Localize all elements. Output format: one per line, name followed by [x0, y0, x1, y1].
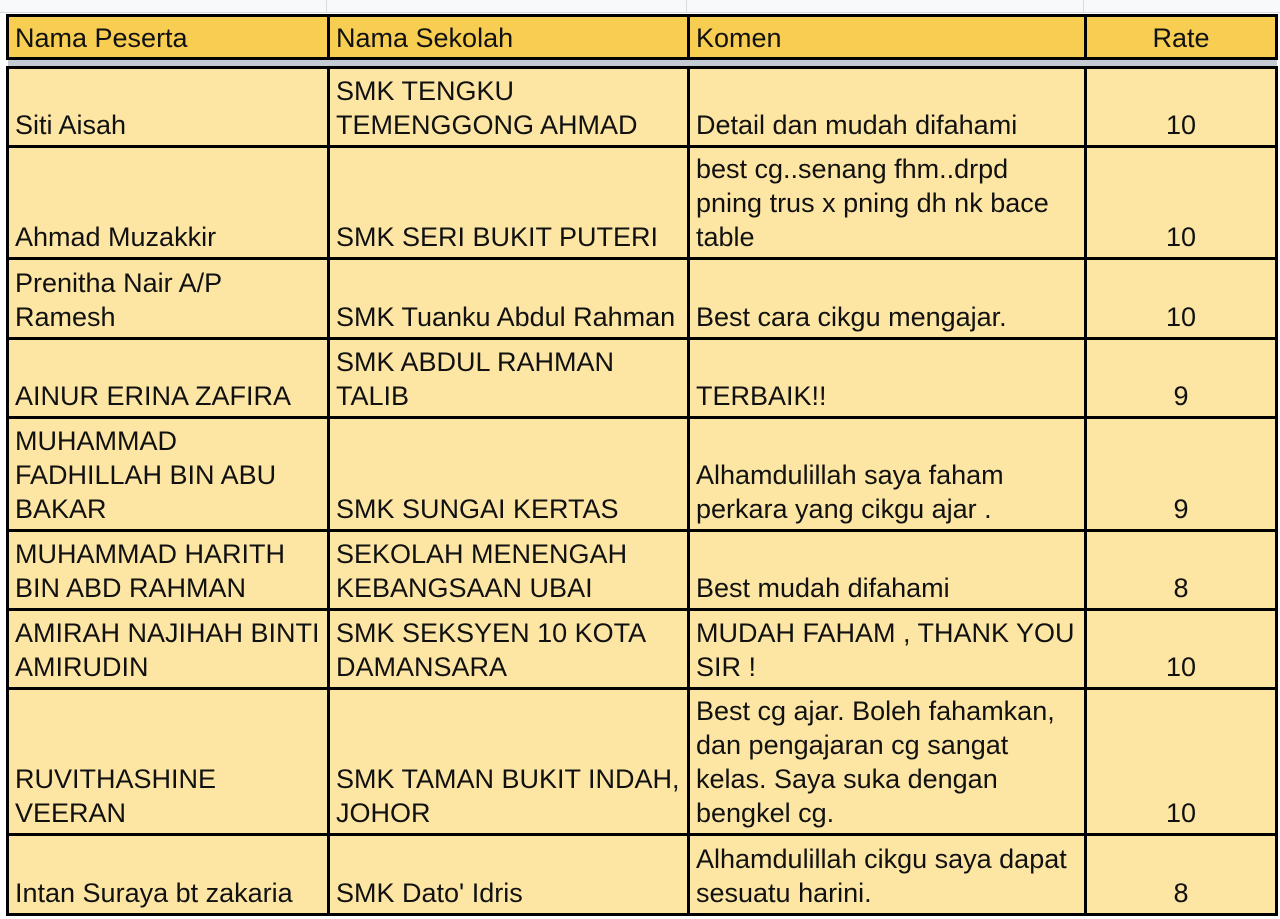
- table-row: [8, 259, 1277, 339]
- table-row: [8, 147, 1277, 259]
- table-row: [8, 339, 1277, 418]
- cell-nama-sekolah[interactable]: SMK SEKSYEN 10 KOTA DAMANSARA: [329, 610, 689, 689]
- cell-rate[interactable]: 10: [1086, 610, 1277, 689]
- cell-nama-peserta[interactable]: MUHAMMAD HARITH BIN ABD RAHMAN: [8, 531, 329, 610]
- cell-rate[interactable]: 9: [1086, 339, 1277, 418]
- column-divider: [326, 0, 327, 12]
- cell-rate[interactable]: 9: [1086, 418, 1277, 531]
- table-row: [8, 689, 1277, 835]
- freeze-line: [8, 59, 1277, 68]
- cell-rate[interactable]: 10: [1086, 689, 1277, 835]
- cell-rate[interactable]: 10: [1086, 259, 1277, 339]
- cell-komen[interactable]: Detail dan mudah difahami: [689, 68, 1086, 147]
- cell-nama-peserta[interactable]: RUVITHASHINE VEERAN: [8, 689, 329, 835]
- column-divider: [1083, 0, 1084, 12]
- header-cell-rate[interactable]: Rate: [1086, 16, 1277, 59]
- header-cell-komen[interactable]: Komen: [689, 16, 1086, 59]
- cell-nama-peserta[interactable]: AMIRAH NAJIHAH BINTI AMIRUDIN: [8, 610, 329, 689]
- header-cell-nama-sekolah[interactable]: Nama Sekolah: [329, 16, 689, 59]
- cell-nama-peserta[interactable]: AINUR ERINA ZAFIRA: [8, 339, 329, 418]
- cell-komen[interactable]: Best cg ajar. Boleh fahamkan, dan pengajaran cg sangat kelas. Saya suka dengan bengkel cg.: [689, 689, 1086, 835]
- table-row: [8, 531, 1277, 610]
- cell-rate[interactable]: 10: [1086, 68, 1277, 147]
- cell-rate[interactable]: 10: [1086, 147, 1277, 259]
- cell-rate[interactable]: 8: [1086, 835, 1277, 915]
- column-header-strip: [0, 0, 1280, 13]
- column-divider: [686, 0, 687, 12]
- cell-nama-sekolah[interactable]: SMK Dato' Idris: [329, 835, 689, 915]
- cell-komen[interactable]: MUDAH FAHAM , THANK YOU SIR !: [689, 610, 1086, 689]
- cell-komen[interactable]: Best mudah difahami: [689, 531, 1086, 610]
- cell-komen[interactable]: Best cara cikgu mengajar.: [689, 259, 1086, 339]
- cell-nama-peserta[interactable]: Ahmad Muzakkir: [8, 147, 329, 259]
- cell-nama-sekolah[interactable]: SEKOLAH MENENGAH KEBANGSAAN UBAI: [329, 531, 689, 610]
- cell-komen[interactable]: best cg..senang fhm..drpd pning trus x pning dh nk bace table: [689, 147, 1086, 259]
- cell-nama-sekolah[interactable]: SMK TAMAN BUKIT INDAH, JOHOR: [329, 689, 689, 835]
- cell-komen[interactable]: TERBAIK!!: [689, 339, 1086, 418]
- cell-nama-sekolah[interactable]: SMK SUNGAI KERTAS: [329, 418, 689, 531]
- cell-nama-sekolah[interactable]: SMK TENGKU TEMENGGONG AHMAD: [329, 68, 689, 147]
- table-row: [8, 418, 1277, 531]
- cell-nama-peserta[interactable]: MUHAMMAD FADHILLAH BIN ABU BAKAR: [8, 418, 329, 531]
- table-row: [8, 610, 1277, 689]
- cell-nama-sekolah[interactable]: SMK ABDUL RAHMAN TALIB: [329, 339, 689, 418]
- cell-nama-peserta[interactable]: Intan Suraya bt zakaria: [8, 835, 329, 915]
- cell-nama-sekolah[interactable]: SMK Tuanku Abdul Rahman: [329, 259, 689, 339]
- header-cell-nama-peserta[interactable]: Nama Peserta: [8, 16, 329, 59]
- header-row: [8, 16, 1277, 59]
- table-row: [8, 68, 1277, 147]
- frozen-row-divider: [8, 59, 1277, 68]
- feedback-table: [6, 14, 1278, 916]
- cell-nama-peserta[interactable]: Prenitha Nair A/P Ramesh: [8, 259, 329, 339]
- table-row: [8, 835, 1277, 915]
- cell-komen[interactable]: Alhamdulillah saya faham perkara yang cikgu ajar .: [689, 418, 1086, 531]
- cell-komen[interactable]: Alhamdulillah cikgu saya dapat sesuatu harini.: [689, 835, 1086, 915]
- cell-nama-sekolah[interactable]: SMK SERI BUKIT PUTERI: [329, 147, 689, 259]
- cell-rate[interactable]: 8: [1086, 531, 1277, 610]
- cell-nama-peserta[interactable]: Siti Aisah: [8, 68, 329, 147]
